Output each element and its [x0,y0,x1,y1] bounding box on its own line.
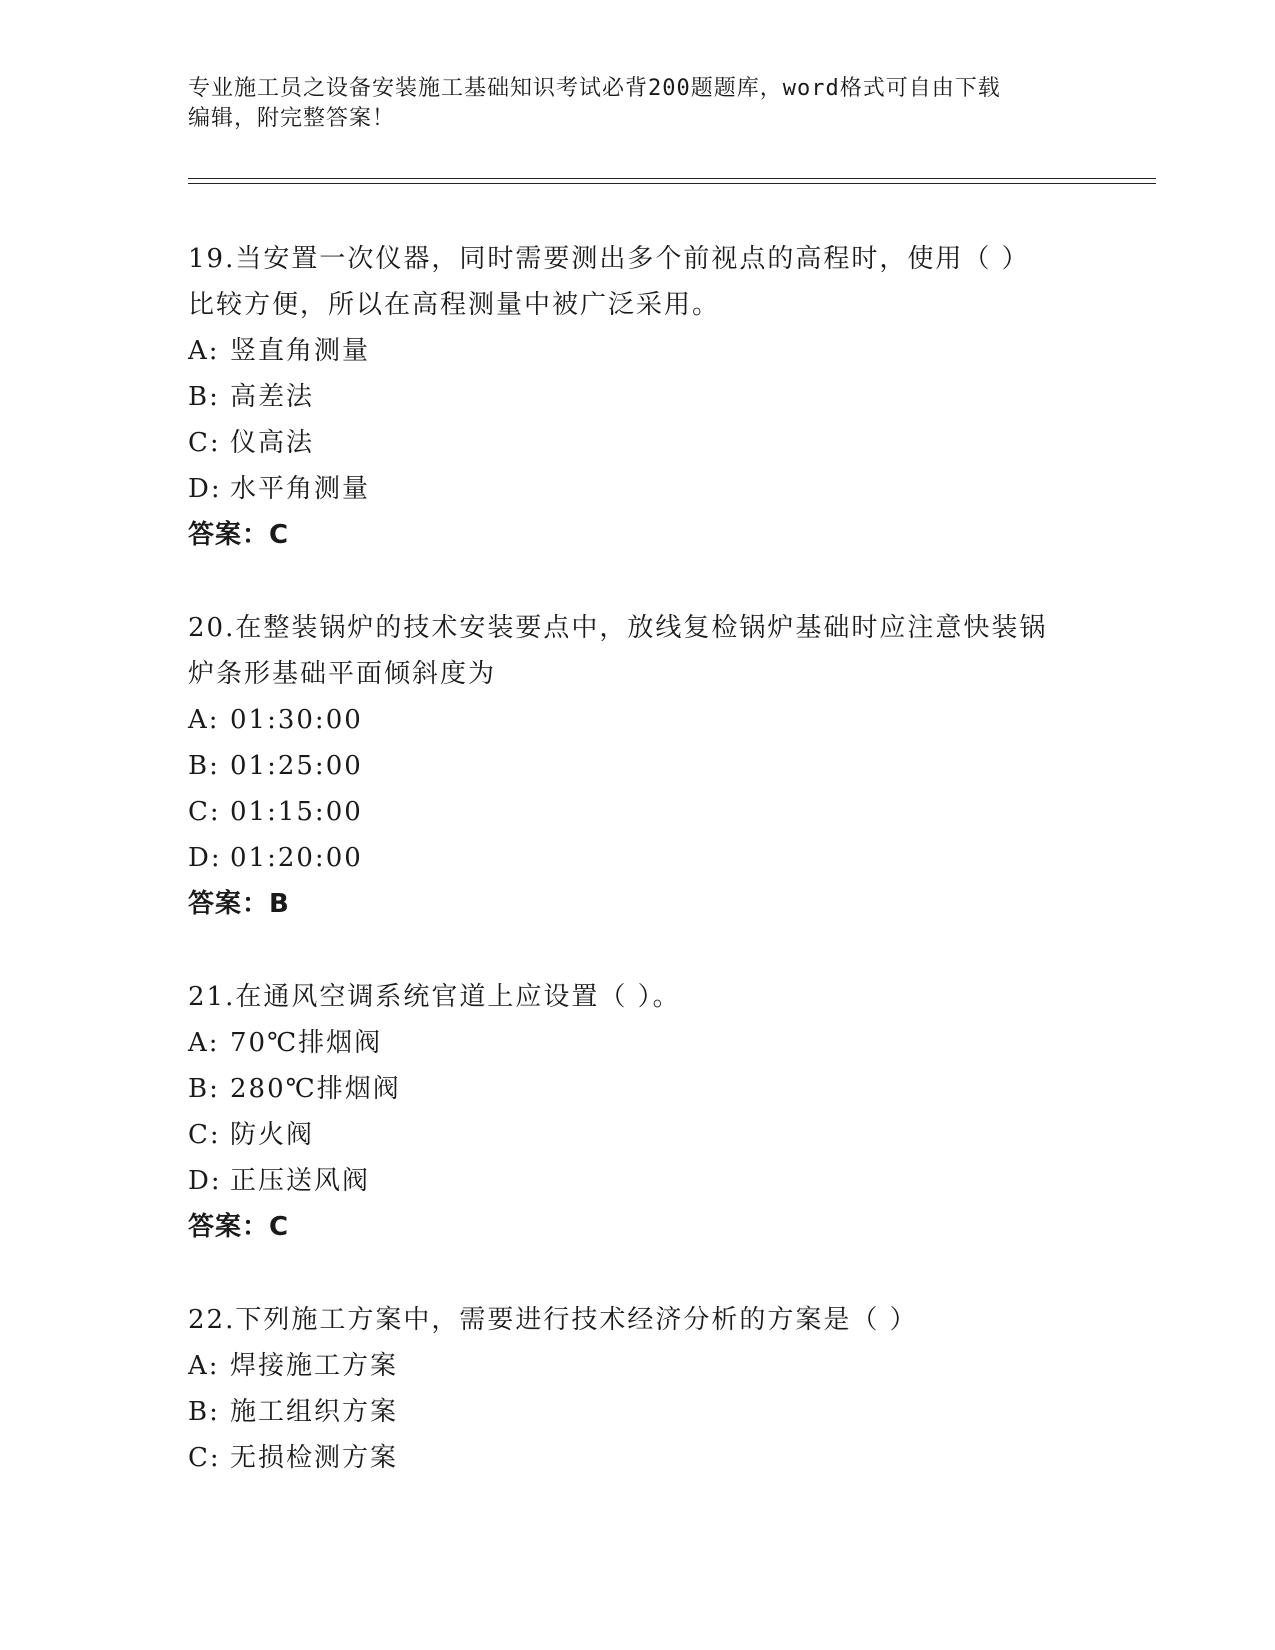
option-a [188,1020,1088,1066]
question-21 [188,974,1088,1250]
option-a [188,328,1088,374]
header-divider-bottom [188,183,1156,184]
option-c [188,1112,1088,1158]
option-c [188,789,1088,835]
header-line-2: 编辑，附完整答案！ [188,106,396,131]
option-text: 施工组织方案 [230,1397,399,1427]
option-b [188,1066,1088,1112]
option-text: 竖直角测量 [230,336,371,366]
option-key: C: [188,1120,221,1150]
option-key: D: [188,1166,222,1196]
option-text: 焊接施工方案 [230,1351,399,1381]
option-d [188,1158,1088,1204]
option-key: C: [188,797,221,827]
option-c [188,420,1088,466]
header-divider-top [188,178,1156,179]
option-key: B: [188,751,220,781]
answer-label: 答案：C [188,520,290,550]
option-d [188,466,1088,512]
option-key: D: [188,474,222,504]
option-key: D: [188,843,222,873]
question-stem [188,236,1088,328]
option-text: 01:15:00 [230,797,363,827]
option-d [188,835,1088,881]
question-stem-line-1: 19.当安置一次仪器，同时需要测出多个前视点的高程时，使用（ ） [188,244,1030,274]
question-stem [188,1297,1088,1343]
question-stem [188,974,1088,1020]
option-text: 仪高法 [230,428,315,458]
option-text: 280℃排烟阀 [230,1074,401,1104]
option-key: C: [188,1443,221,1473]
option-text: 01:30:00 [230,705,363,735]
question-list [188,236,1088,1528]
option-key: A: [188,1028,220,1058]
option-key: C: [188,428,221,458]
question-22 [188,1297,1088,1481]
option-b [188,743,1088,789]
question-stem-line-1: 21.在通风空调系统官道上应设置（ ）。 [188,982,681,1012]
option-key: A: [188,336,220,366]
option-text: 01:25:00 [230,751,363,781]
question-20 [188,605,1088,927]
option-text: 防火阀 [230,1120,315,1150]
option-text: 高差法 [230,382,315,412]
option-text: 正压送风阀 [230,1166,371,1196]
option-a [188,1343,1088,1389]
header-line-1: 专业施工员之设备安装施工基础知识考试必背200题题库，word格式可自由下载 [188,76,1001,101]
answer-label: 答案：B [188,889,290,919]
option-key: B: [188,1074,220,1104]
option-text: 01:20:00 [230,843,363,873]
option-text: 水平角测量 [230,474,371,504]
document-header [188,74,1068,134]
question-stem-line-1: 22.下列施工方案中，需要进行技术经济分析的方案是（ ） [188,1305,918,1335]
option-text: 无损检测方案 [230,1443,399,1473]
option-a [188,697,1088,743]
question-stem-line-1: 20.在整装锅炉的技术安装要点中，放线复检锅炉基础时应注意快装锅 [188,613,1048,643]
question-19 [188,236,1088,558]
option-key: A: [188,1351,220,1381]
option-b [188,1389,1088,1435]
question-stem [188,605,1088,697]
option-c [188,1435,1088,1481]
option-key: A: [188,705,220,735]
question-stem-line-2: 比较方便，所以在高程测量中被广泛采用。 [188,290,721,320]
option-b [188,374,1088,420]
option-text: 70℃排烟阀 [230,1028,383,1058]
option-key: B: [188,382,220,412]
option-key: B: [188,1397,220,1427]
question-stem-line-2: 炉条形基础平面倾斜度为 [188,659,497,689]
answer-label: 答案：C [188,1212,290,1242]
